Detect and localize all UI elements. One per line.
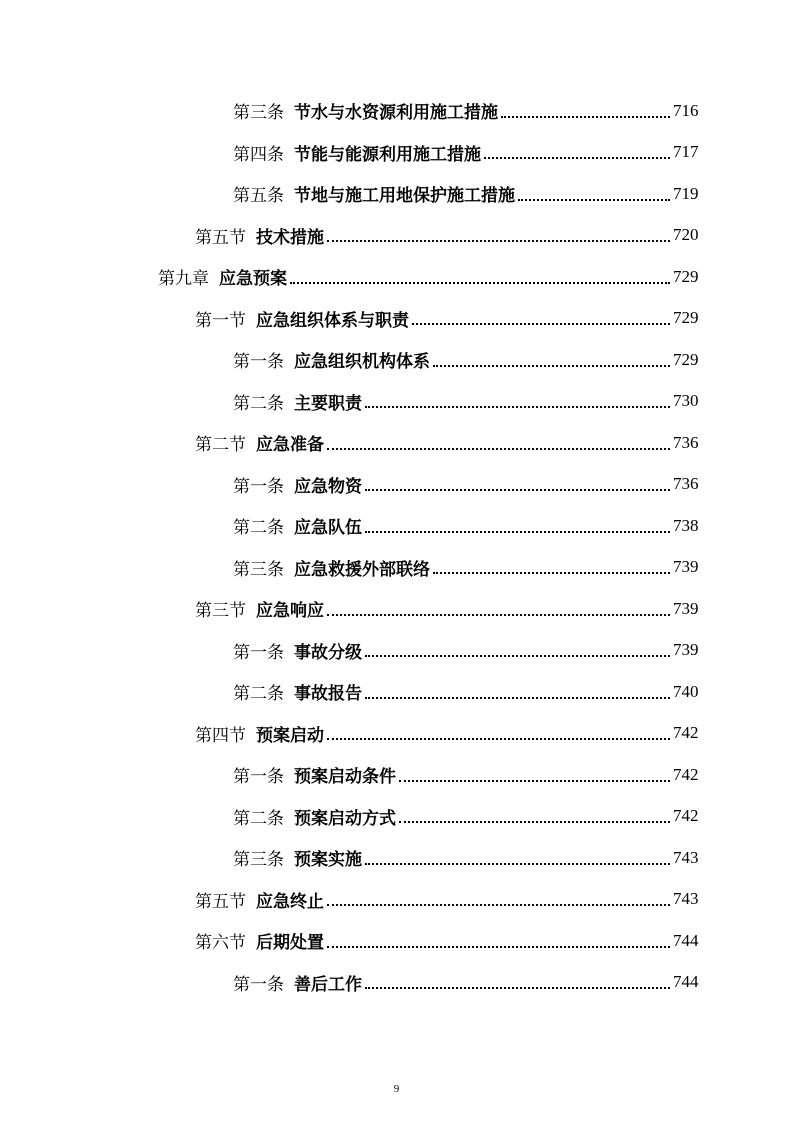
dot-leader [327,738,670,740]
toc-entry-number: 第三节 [195,601,246,622]
table-of-contents [0,90,793,1003]
toc-entry-title: 应急组织机构体系 [294,352,430,373]
dot-leader [518,199,670,201]
toc-entry-title: 后期处置 [256,933,324,954]
toc-entry-page: 739 [673,598,699,618]
toc-entry-page: 730 [673,391,699,411]
toc-entry-title: 节水与水资源利用施工措施 [294,103,498,124]
toc-entry-page: 742 [673,764,699,784]
toc-entry[interactable] [0,796,793,838]
toc-entry-page: 716 [673,100,699,120]
toc-entry[interactable] [0,298,793,340]
toc-entry-title: 应急物资 [294,476,362,497]
dot-leader [365,489,670,491]
toc-entry[interactable] [0,505,793,547]
toc-entry-page: 736 [673,432,699,452]
toc-entry-number: 第二条 [233,684,284,705]
toc-entry-page: 729 [673,308,699,328]
toc-entry[interactable] [0,464,793,506]
toc-entry-number: 第二节 [195,435,246,456]
toc-entry[interactable] [0,754,793,796]
toc-entry-page: 739 [673,557,699,577]
toc-entry-number: 第三条 [233,103,284,124]
toc-entry-title: 应急队伍 [294,518,362,539]
toc-entry-number: 第一条 [233,767,284,788]
toc-entry-number: 第五条 [233,186,284,207]
toc-entry-title: 预案实施 [294,850,362,871]
toc-entry-page: 742 [673,806,699,826]
toc-entry-page: 744 [673,972,699,992]
toc-entry-number: 第二条 [233,808,284,829]
toc-entry-number: 第一条 [233,352,284,373]
toc-entry-title: 主要职责 [294,393,362,414]
dot-leader [365,406,670,408]
toc-entry-page: 729 [673,266,699,286]
dot-leader [327,614,670,616]
toc-entry-page: 717 [673,142,699,162]
toc-entry-number: 第一条 [233,642,284,663]
toc-entry-title: 节能与能源利用施工措施 [294,144,481,165]
toc-entry[interactable] [0,713,793,755]
toc-entry-number: 第一条 [233,974,284,995]
toc-entry[interactable] [0,422,793,464]
dot-leader [501,116,670,118]
toc-entry-page: 719 [673,183,699,203]
toc-entry-title: 事故报告 [294,684,362,705]
toc-entry-page: 743 [673,889,699,909]
toc-entry-number: 第五节 [195,227,246,248]
toc-entry-number: 第一节 [195,310,246,331]
toc-entry-page: 720 [673,225,699,245]
toc-entry-title: 善后工作 [294,974,362,995]
toc-entry-title: 预案启动 [256,725,324,746]
toc-entry-title: 应急终止 [256,891,324,912]
dot-leader [412,323,670,325]
dot-leader [365,655,670,657]
toc-entry-number: 第六节 [195,933,246,954]
toc-entry-title: 应急救援外部联络 [294,559,430,580]
toc-entry[interactable] [0,339,793,381]
page-number: 9 [393,1083,400,1095]
toc-entry-page: 739 [673,640,699,660]
toc-entry[interactable] [0,132,793,174]
toc-entry-number: 第二条 [233,393,284,414]
toc-entry-number: 第二条 [233,518,284,539]
toc-entry-title: 事故分级 [294,642,362,663]
dot-leader [327,904,670,906]
toc-entry[interactable] [0,381,793,423]
toc-entry[interactable] [0,90,793,132]
dot-leader [327,240,670,242]
dot-leader [365,863,670,865]
toc-entry-page: 744 [673,930,699,950]
toc-entry-page: 729 [673,349,699,369]
toc-entry[interactable] [0,215,793,257]
toc-entry[interactable] [0,879,793,921]
dot-leader [365,987,670,989]
toc-entry[interactable] [0,671,793,713]
toc-entry-number: 第五节 [195,891,246,912]
toc-entry[interactable] [0,588,793,630]
dot-leader [484,157,670,159]
dot-leader [433,572,670,574]
dot-leader [327,448,670,450]
toc-entry[interactable] [0,256,793,298]
toc-entry-number: 第四节 [195,725,246,746]
toc-entry-title: 预案启动方式 [294,808,396,829]
toc-entry[interactable] [0,630,793,672]
dot-leader [365,531,670,533]
toc-entry[interactable] [0,837,793,879]
toc-entry-number: 第三条 [233,559,284,580]
dot-leader [327,946,670,948]
toc-entry-number: 第一条 [233,476,284,497]
toc-entry-title: 节地与施工用地保护施工措施 [294,186,515,207]
toc-entry-page: 743 [673,847,699,867]
toc-entry-number: 第三条 [233,850,284,871]
dot-leader [433,365,670,367]
toc-entry-title: 技术措施 [256,227,324,248]
dot-leader [365,697,670,699]
dot-leader [290,282,670,284]
toc-entry-title: 预案启动条件 [294,767,396,788]
toc-entry-page: 738 [673,515,699,535]
dot-leader [399,780,670,782]
toc-entry[interactable] [0,920,793,962]
toc-entry-number: 第四条 [233,144,284,165]
toc-entry-page: 742 [673,723,699,743]
toc-entry-title: 应急组织体系与职责 [256,310,409,331]
toc-entry[interactable] [0,547,793,589]
toc-entry-page: 740 [673,681,699,701]
toc-entry-title: 应急响应 [256,601,324,622]
toc-entry-title: 应急准备 [256,435,324,456]
toc-entry-page: 736 [673,474,699,494]
toc-entry-title: 应急预案 [219,269,287,290]
toc-entry[interactable] [0,962,793,1004]
toc-entry-number: 第九章 [158,269,209,290]
dot-leader [399,821,670,823]
toc-entry[interactable] [0,173,793,215]
